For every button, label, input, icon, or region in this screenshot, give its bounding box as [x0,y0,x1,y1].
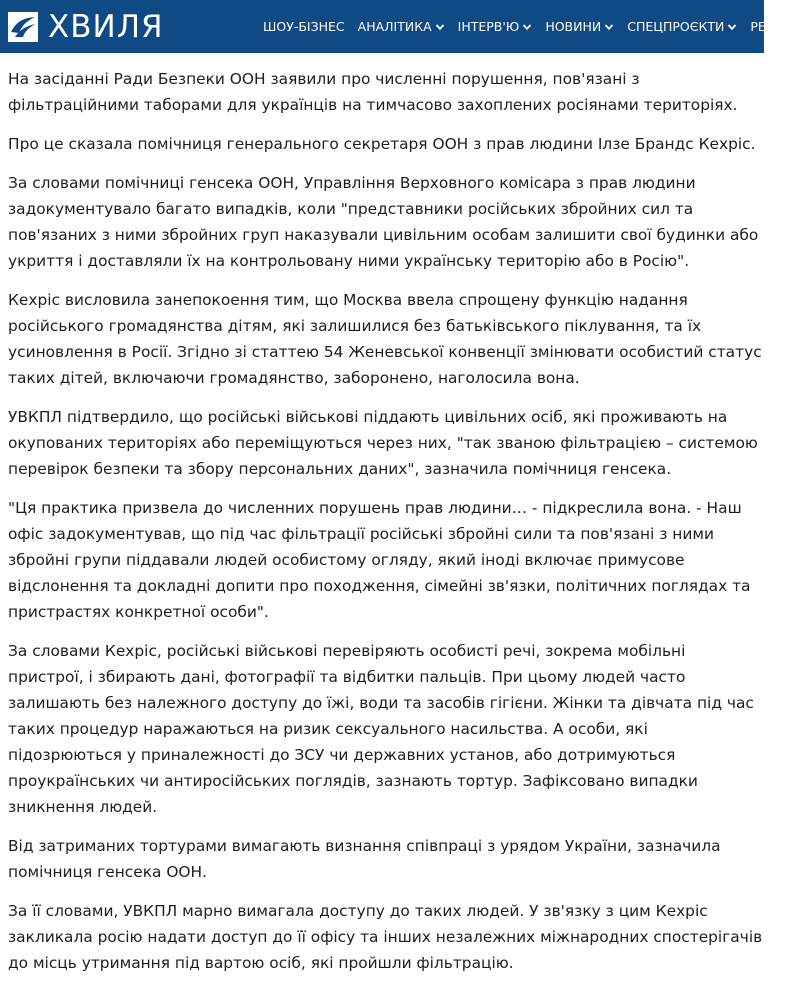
wave-logo-icon [8,12,38,42]
nav-item-show-business[interactable] [263,19,345,34]
nav-item-label: НОВИНИ [545,19,602,34]
nav-item-analytics[interactable] [358,19,445,34]
chevron-down-icon [727,22,737,32]
nav-item-news[interactable] [545,19,614,34]
article-paragraph: За її словами, УВКПЛ марно вимагала доступу до таких людей. У зв'язку з цим Кехріс закликала росію надати доступ до її офісу та інших незалежних міжнародних спостерігачів до місць утримання під вартою осіб, які пройшли фільтрацію. [8,902,763,972]
article-paragraph: За словами помічниці генсека ООН, Управління Верховного комісара з прав людини задокументувало багато випадків, коли "представники російських збройних сил та пов'язаних з ними збройних груп наказували цивільним особам залишити свої будинки або укриття і доставляли їх на контрольовану ними українську територію або в Росію". [8,174,759,270]
article-paragraph: Від затриманих тортурами вимагають визнання співпраці з урядом України, зазначила помічниця генсека ООН. [8,837,721,881]
chevron-down-icon [522,22,532,32]
logo-text: ХВИЛЯ [48,9,164,45]
article-paragraph: На засіданні Ради Безпеки ООН заявили про численні порушення, пов'язані з фільтраційними таборами для українців на тимчасово захоплених росіянами територіях. [8,70,738,114]
nav-item-label: ІНТЕРВ'Ю [457,19,520,34]
article-paragraph: "Ця практика призвела до численних порушень прав людини… - підкреслила вона. - Наш офіс задокументував, що під час фільтрації російські збройні сили та пов'язані з ними збройні групи піддавали людей особистому огляду, який іноді включає примусове відслонення та докладні допити про походження, сімейні зв'язки, політичних поглядах та пристрастях конкретної особи". [8,499,751,621]
nav-item-reports[interactable] [750,19,785,34]
article-paragraph: УВКПЛ підтвердило, що російські військові піддають цивільних осіб, які проживають на окупованих територіях або переміщуються через них, "так званою фільтрацією – системою перевірок безпеки та збору персональних даних", зазначила помічниця генсека. [8,408,758,478]
site-logo[interactable] [8,8,164,46]
nav-item-label: РЕПО [750,19,786,34]
nav-item-label: АНАЛІТИКА [357,19,432,34]
nav-item-label: ШОУ-БІЗНЕС [263,19,345,34]
nav-item-label: СПЕЦПРОЄКТИ [627,19,725,34]
main-nav [263,0,798,53]
article-paragraph: Про це сказала помічниця генерального секретаря ООН з прав людини Ілзе Брандс Кехріс. [8,135,756,153]
article-paragraph: За словами Кехріс, російські військові перевіряють особисті речі, зокрема мобільні пристрої, і збирають дані, фотографії та відбитки пальців. При цьому людей часто залишають без належного доступу до їжі, води та засобів гігієни. Жінки та дівчата під час таких процедур наражаються на ризик сексуального насильства. А особи, які підозрюються у приналежності до ЗСУ чи державних установ, або дотримуються проукраїнських чи антиросійських поглядів, зазнають тортур. Зафіксовано випадки зникнення людей. [8,642,754,816]
article-paragraph: Кехріс висловила занепокоення тим, що Москва ввела спрощену функцію надання російського громадянства дітям, які залишилися без батьківського піклування, та їх усиновлення в Росії. Згідно зі статтею 54 Женевської конвенції змінювати особистий статус таких дітей, включаючи громадянство, заборонено, наголосила вона. [8,291,762,387]
article-body [8,66,764,989]
chevron-down-icon [604,22,614,32]
site-header [0,0,786,53]
nav-item-interviews[interactable] [458,19,533,34]
nav-item-special-projects[interactable] [627,19,737,34]
chevron-down-icon [435,22,445,32]
